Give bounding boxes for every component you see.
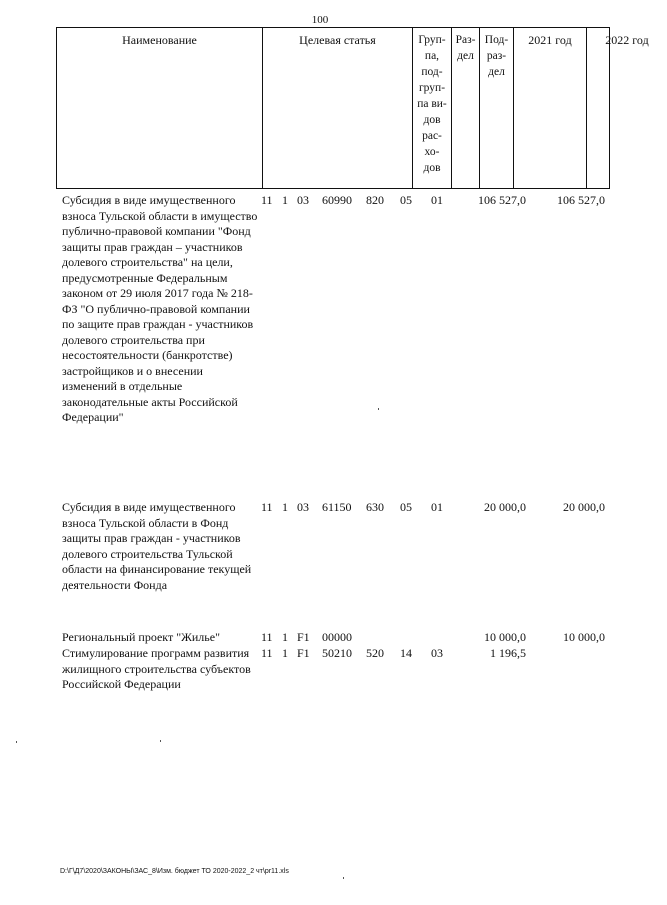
section-code: 05 bbox=[400, 500, 412, 514]
value-2021: 20 000,0 bbox=[484, 500, 526, 514]
target-code-1: 11 bbox=[261, 500, 273, 514]
target-code-1: 11 bbox=[261, 646, 273, 660]
target-code-4: 50210 bbox=[322, 646, 352, 660]
row-name: Региональный проект "Жилье" bbox=[62, 630, 220, 644]
row-name: Субсидия в виде имущественного взноса Тульской области в Фонд защиты прав граждан - участников долевого строительства Тульской области на финансирование текущей деятельности Фонда bbox=[62, 500, 252, 592]
subsection-code: 03 bbox=[431, 646, 443, 660]
row-name: Стимулирование программ развития жилищного строительства субъектов Российской Федерации bbox=[62, 646, 251, 691]
scan-speck bbox=[16, 741, 17, 743]
file-path-footer: D:\Г\Д7\2020\ЗАКОНЫ\ЗАС_8\Изм. бюджет ТО 2020-2022_2 чт\pr11.xls bbox=[60, 868, 289, 875]
value-2021: 1 196,5 bbox=[490, 646, 526, 660]
target-code-2: 1 bbox=[282, 500, 288, 514]
page-number: 100 bbox=[311, 14, 329, 26]
subsection-code: 01 bbox=[431, 500, 443, 514]
target-code-1: 11 bbox=[261, 193, 273, 207]
table-header bbox=[56, 27, 649, 189]
header-2022: 2022 год bbox=[586, 28, 667, 188]
target-code-4: 00000 bbox=[322, 630, 352, 644]
value-2022: 10 000,0 bbox=[563, 630, 605, 644]
target-code-2: 1 bbox=[282, 193, 288, 207]
header-section: Раз- дел bbox=[451, 28, 479, 188]
target-code-3: F1 bbox=[297, 646, 310, 660]
target-code-3: F1 bbox=[297, 630, 310, 644]
target-code-2: 1 bbox=[282, 630, 288, 644]
row-name: Субсидия в виде имущественного взноса Тульской области в имущество публично-правовой компании "Фонд защиты прав граждан – участников долевого строительства" на цели, предусмотренные Федеральным законом от 29 июля 2017 года № 218-ФЗ "О публично-правовой компании по защите прав граждан - участников долевого строительства при несостоятельности (банкротстве) застройщиков и о внесении изменений в отдельные законодательные акты Российской Федерации" bbox=[62, 193, 258, 424]
scan-speck bbox=[378, 408, 379, 410]
section-code: 05 bbox=[400, 193, 412, 207]
target-code-1: 11 bbox=[261, 630, 273, 644]
section-code: 14 bbox=[400, 646, 412, 660]
header-target: Целевая статья bbox=[262, 28, 412, 188]
value-2021: 106 527,0 bbox=[478, 193, 526, 207]
target-code-4: 61150 bbox=[322, 500, 352, 514]
value-2022: 106 527,0 bbox=[557, 193, 605, 207]
header-2021: 2021 год bbox=[513, 28, 586, 188]
header-subsection: Под- раз- дел bbox=[479, 28, 513, 188]
scan-speck bbox=[343, 877, 344, 879]
group-code: 820 bbox=[366, 193, 384, 207]
target-code-3: 03 bbox=[297, 193, 309, 207]
scan-speck bbox=[160, 740, 161, 742]
target-code-2: 1 bbox=[282, 646, 288, 660]
value-2021: 10 000,0 bbox=[484, 630, 526, 644]
group-code: 520 bbox=[366, 646, 384, 660]
target-code-3: 03 bbox=[297, 500, 309, 514]
target-code-4: 60990 bbox=[322, 193, 352, 207]
header-group: Груп- па, под- груп- па ви- дов рас- хо- дов bbox=[412, 28, 451, 188]
subsection-code: 01 bbox=[431, 193, 443, 207]
header-name: Наименование bbox=[122, 33, 197, 47]
value-2022: 20 000,0 bbox=[563, 500, 605, 514]
group-code: 630 bbox=[366, 500, 384, 514]
